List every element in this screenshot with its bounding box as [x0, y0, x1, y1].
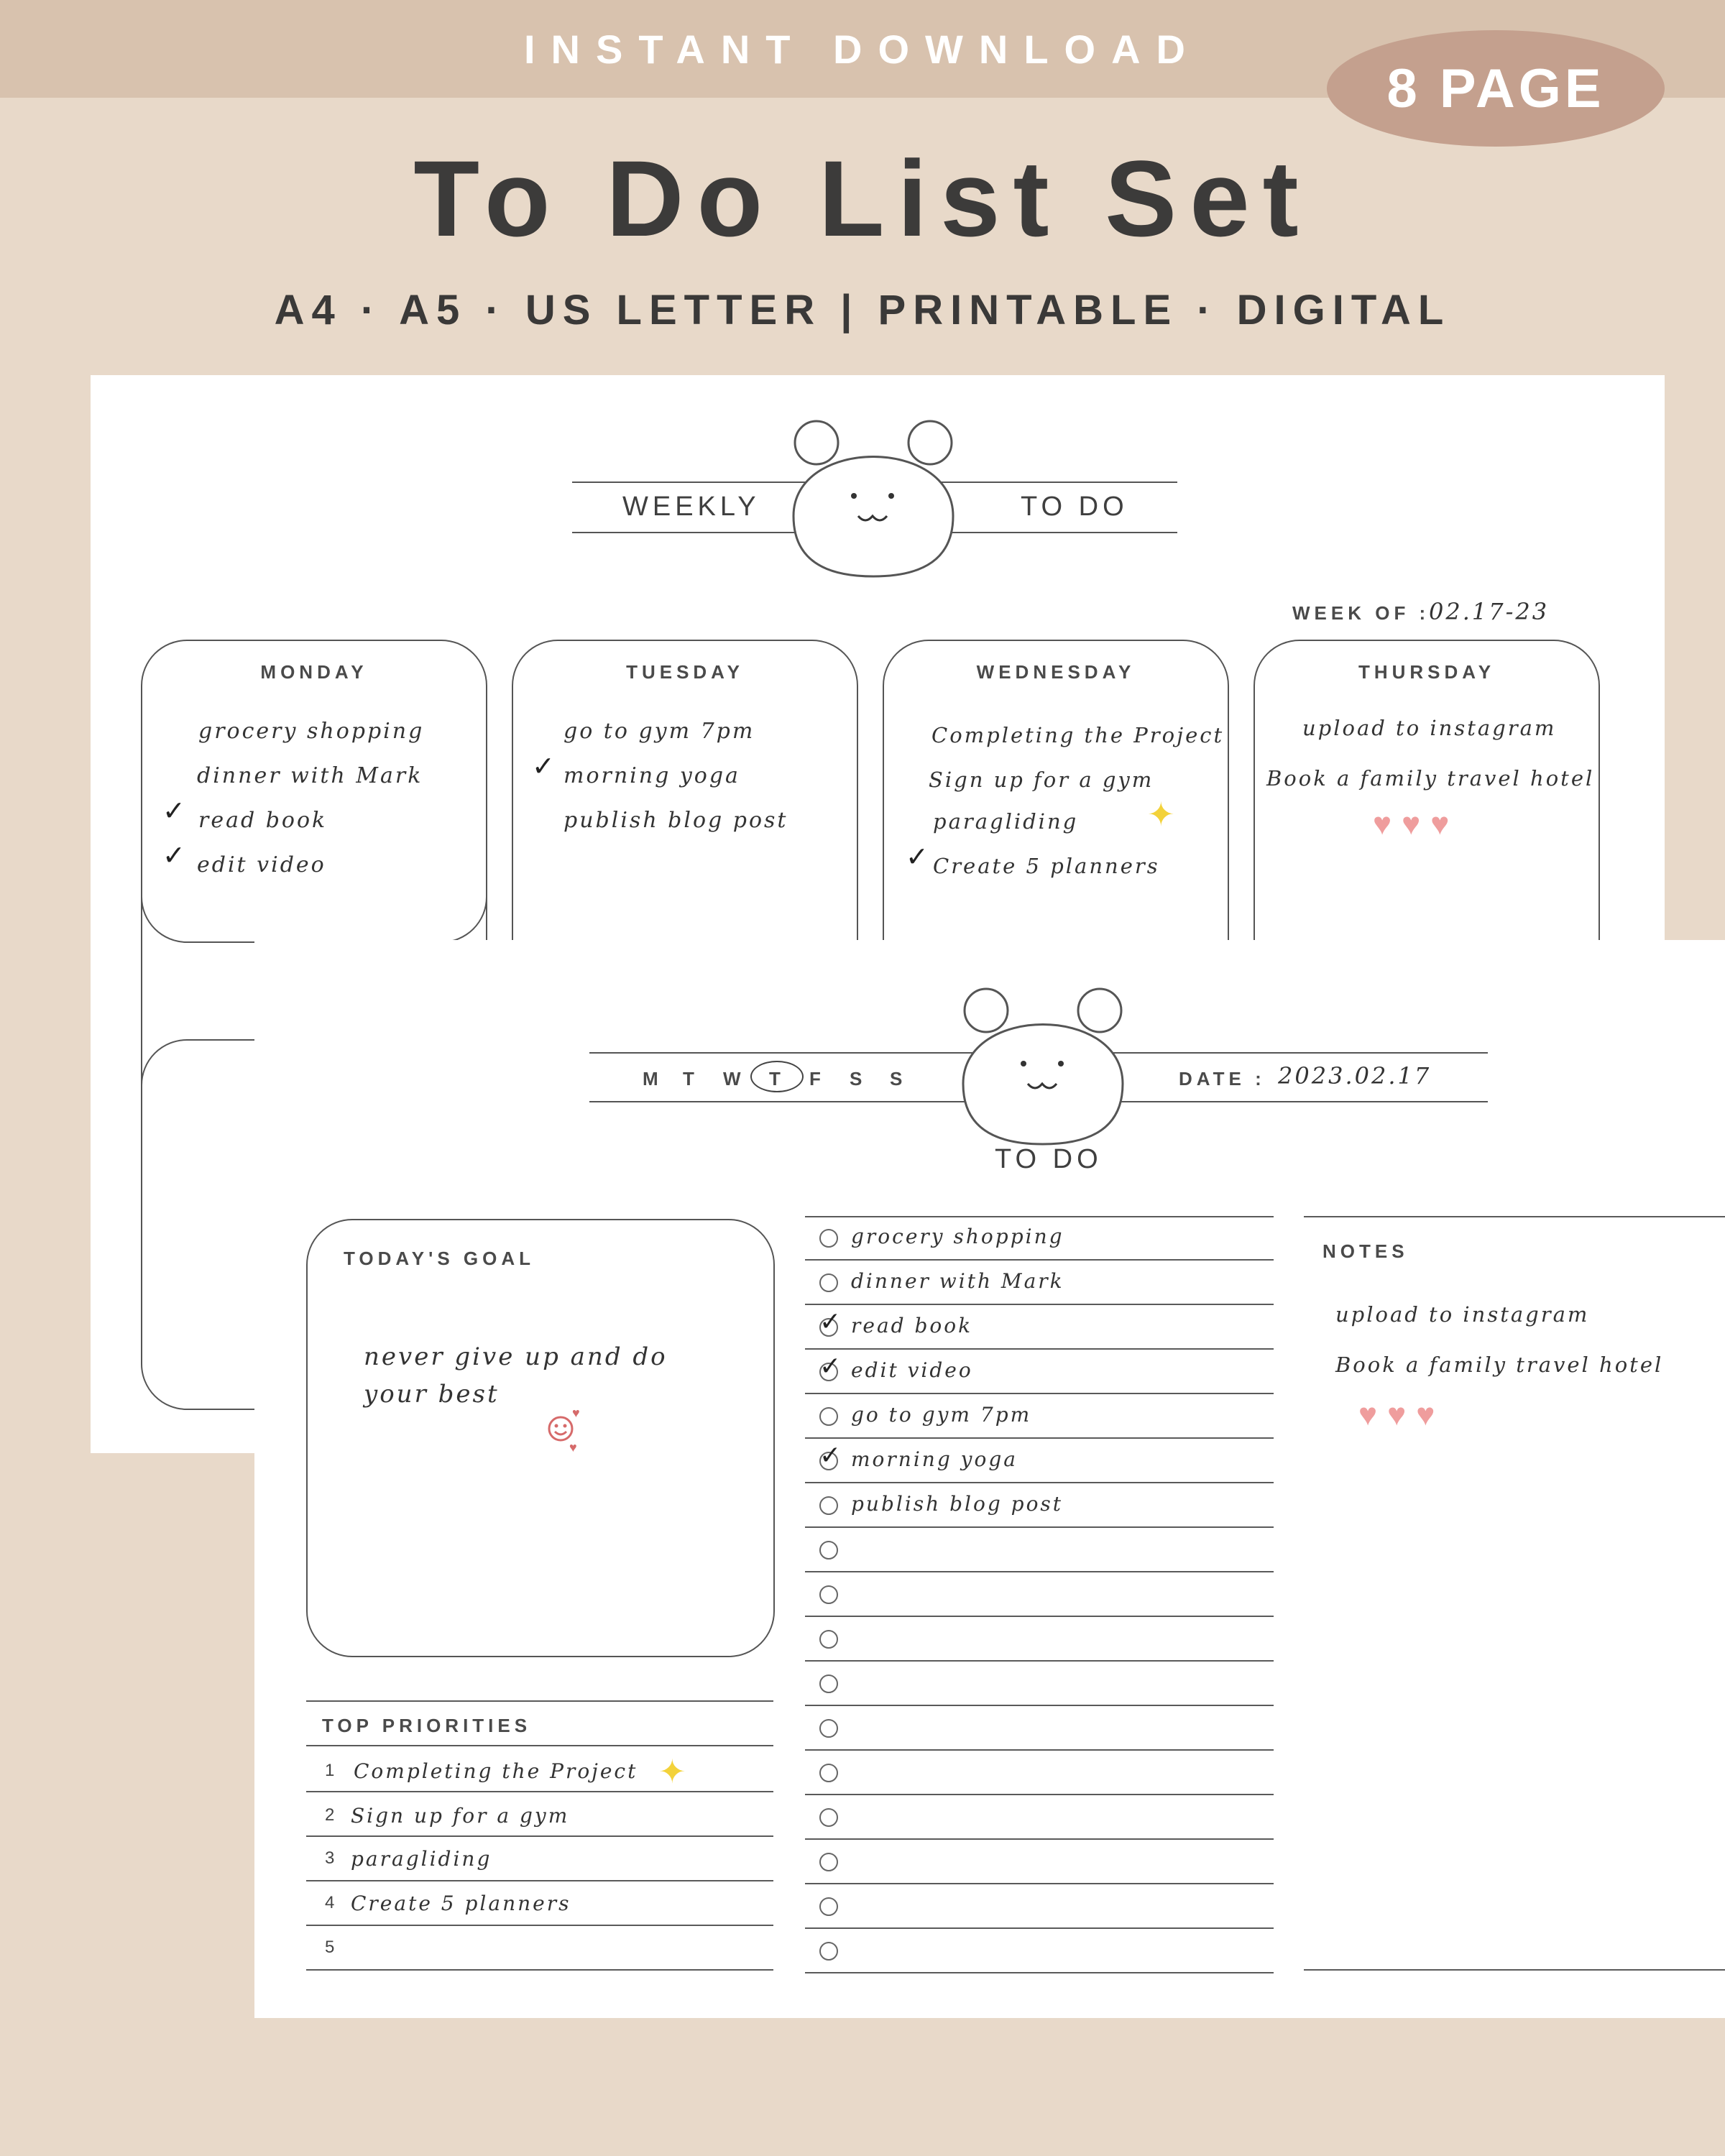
checkbox-circle-icon[interactable] [819, 1273, 838, 1292]
weekday-letter: F [809, 1068, 825, 1089]
checkmark-icon: ✓ [162, 841, 185, 871]
main-title: To Do List Set [413, 138, 1312, 259]
task-item: Completing the Project [932, 723, 1225, 747]
priority-number: 2 [325, 1805, 335, 1825]
todo-list [805, 1216, 1274, 1978]
weekday-letter: S [850, 1068, 867, 1089]
format-subtitle: A4 · A5 · US LETTER | PRINTABLE · DIGITAL [274, 287, 1451, 333]
todo-text: grocery shopping [851, 1225, 1064, 1248]
todo-text: publish blog post [851, 1492, 1064, 1516]
day-title: TUESDAY [626, 661, 744, 683]
priority-line [306, 1969, 773, 1971]
priority-text: Sign up for a gym [351, 1804, 570, 1828]
todo-row[interactable] [805, 1795, 1274, 1840]
todo-text: morning yoga [851, 1447, 1018, 1471]
checkbox-circle-icon[interactable] [819, 1541, 838, 1560]
checkbox-circle-icon[interactable] [819, 1853, 838, 1871]
smiley-hearts-icon [532, 1403, 589, 1460]
svg-text:♥: ♥ [569, 1440, 577, 1455]
date-label: DATE : [1179, 1068, 1266, 1089]
task-item: edit video [197, 852, 326, 877]
todo-text: go to gym 7pm [851, 1403, 1032, 1427]
weekday-letter: M [643, 1068, 663, 1089]
todo-row[interactable] [805, 1305, 1274, 1350]
todo-row[interactable] [805, 1483, 1274, 1528]
checkbox-circle-icon[interactable] [819, 1674, 838, 1693]
note-item: Book a family travel hotel [1335, 1353, 1664, 1377]
todo-row[interactable] [805, 1884, 1274, 1929]
todo-row[interactable] [805, 1840, 1274, 1884]
priority-line [306, 1880, 773, 1881]
todo-row[interactable] [805, 1439, 1274, 1483]
weekday-letter: T [683, 1068, 699, 1089]
checkmark-icon: ✓ [906, 842, 929, 872]
checkbox-circle-icon[interactable] [819, 1764, 838, 1782]
priority-text: Create 5 planners [351, 1892, 571, 1915]
notes-bottom-line [1304, 1969, 1725, 1971]
priority-line [306, 1745, 773, 1746]
todo-row[interactable] [805, 1929, 1274, 1973]
goal-text-line1: never give up and do [364, 1342, 668, 1371]
todo-row[interactable] [805, 1706, 1274, 1751]
instant-download-text: INSTANT DOWNLOAD [524, 27, 1201, 72]
todo-row[interactable] [805, 1572, 1274, 1617]
page-count-badge: 8 PAGE [1327, 30, 1665, 147]
svg-text:♥: ♥ [572, 1406, 580, 1420]
task-item: dinner with Mark [197, 763, 423, 788]
task-item: paragliding [933, 809, 1079, 834]
todo-row[interactable] [805, 1216, 1274, 1261]
priority-text: Completing the Project [354, 1759, 638, 1783]
weekday-letter: W [723, 1068, 745, 1089]
day-title: WEDNESDAY [976, 661, 1136, 683]
task-item: read book [198, 808, 328, 833]
notes-top-line [1304, 1216, 1725, 1217]
checkbox-circle-icon[interactable] [819, 1585, 838, 1604]
day-title: THURSDAY [1358, 661, 1496, 683]
checkmark-icon: ✓ [819, 1307, 842, 1336]
weekday-letter-selected: T [769, 1068, 785, 1089]
note-item: upload to instagram [1335, 1302, 1590, 1327]
bear-face-icon [956, 976, 1131, 1148]
task-item: grocery shopping [198, 719, 425, 744]
priority-line [306, 1791, 773, 1792]
bear-face-icon [786, 408, 962, 581]
priority-number: 3 [325, 1848, 335, 1868]
todo-text: read book [851, 1314, 973, 1337]
todo-row[interactable] [805, 1528, 1274, 1572]
todo-row[interactable] [805, 1394, 1274, 1439]
todo-row[interactable] [805, 1751, 1274, 1795]
checkmark-icon: ✓ [819, 1351, 842, 1381]
daily-header-title: TO DO [995, 1144, 1103, 1174]
todo-row[interactable] [805, 1617, 1274, 1662]
todays-goal-label: TODAY'S GOAL [344, 1248, 535, 1269]
week-of-label: WEEK OF : [1292, 602, 1430, 624]
date-value: 2023.02.17 [1278, 1062, 1432, 1089]
task-item: go to gym 7pm [564, 719, 755, 744]
hearts-icon: ♥♥♥ [1358, 1397, 1445, 1432]
monday-box-bottom [141, 871, 487, 943]
sparkle-icon: ✦ [1147, 796, 1175, 833]
notes-label: NOTES [1322, 1240, 1409, 1262]
todo-row[interactable] [805, 1662, 1274, 1706]
checkbox-circle-icon[interactable] [819, 1496, 838, 1515]
checkmark-icon: ✓ [819, 1440, 842, 1470]
hearts-icon: ♥♥♥ [1373, 806, 1460, 842]
todo-row[interactable] [805, 1350, 1274, 1394]
checkmark-icon: ✓ [532, 752, 555, 782]
priorities-top-line [306, 1700, 773, 1702]
week-of-value: 02.17-23 [1429, 598, 1550, 625]
weekday-letter: S [890, 1068, 907, 1089]
checkbox-circle-icon[interactable] [819, 1719, 838, 1738]
checkbox-circle-icon[interactable] [819, 1808, 838, 1827]
priority-number: 5 [325, 1938, 335, 1957]
todays-goal-box [306, 1219, 775, 1657]
top-priorities-label: TOP PRIORITIES [322, 1715, 532, 1736]
todo-text: dinner with Mark [851, 1269, 1064, 1293]
task-item: Book a family travel hotel [1266, 766, 1595, 791]
task-item: morning yoga [564, 763, 740, 788]
todo-text: edit video [851, 1358, 973, 1382]
task-item: Sign up for a gym [929, 768, 1154, 792]
checkbox-circle-icon[interactable] [819, 1942, 838, 1961]
checkmark-icon: ✓ [162, 796, 185, 826]
sparkle-icon: ✦ [658, 1753, 686, 1790]
task-item: upload to instagram [1302, 716, 1557, 740]
checkbox-circle-icon[interactable] [819, 1630, 838, 1649]
daily-page [254, 940, 1725, 2018]
todo-row[interactable] [805, 1261, 1274, 1305]
weekday-selector [643, 1065, 1002, 1094]
checkbox-circle-icon[interactable] [819, 1897, 838, 1916]
priority-number: 4 [325, 1893, 335, 1912]
checkbox-circle-icon[interactable] [819, 1407, 838, 1426]
priority-line [306, 1925, 773, 1926]
checkbox-circle-icon[interactable] [819, 1229, 838, 1248]
goal-text-line2: your best [364, 1380, 500, 1409]
task-item: Create 5 planners [933, 854, 1160, 878]
priority-number: 1 [325, 1761, 335, 1780]
todo-row-line [805, 1972, 1274, 1973]
priority-text: paragliding [351, 1847, 492, 1871]
weekly-header-right: TO DO [1021, 492, 1128, 522]
weekly-header-left: WEEKLY [622, 492, 760, 522]
priority-line [306, 1835, 773, 1837]
task-item: publish blog post [564, 808, 788, 833]
day-title: MONDAY [260, 661, 368, 683]
